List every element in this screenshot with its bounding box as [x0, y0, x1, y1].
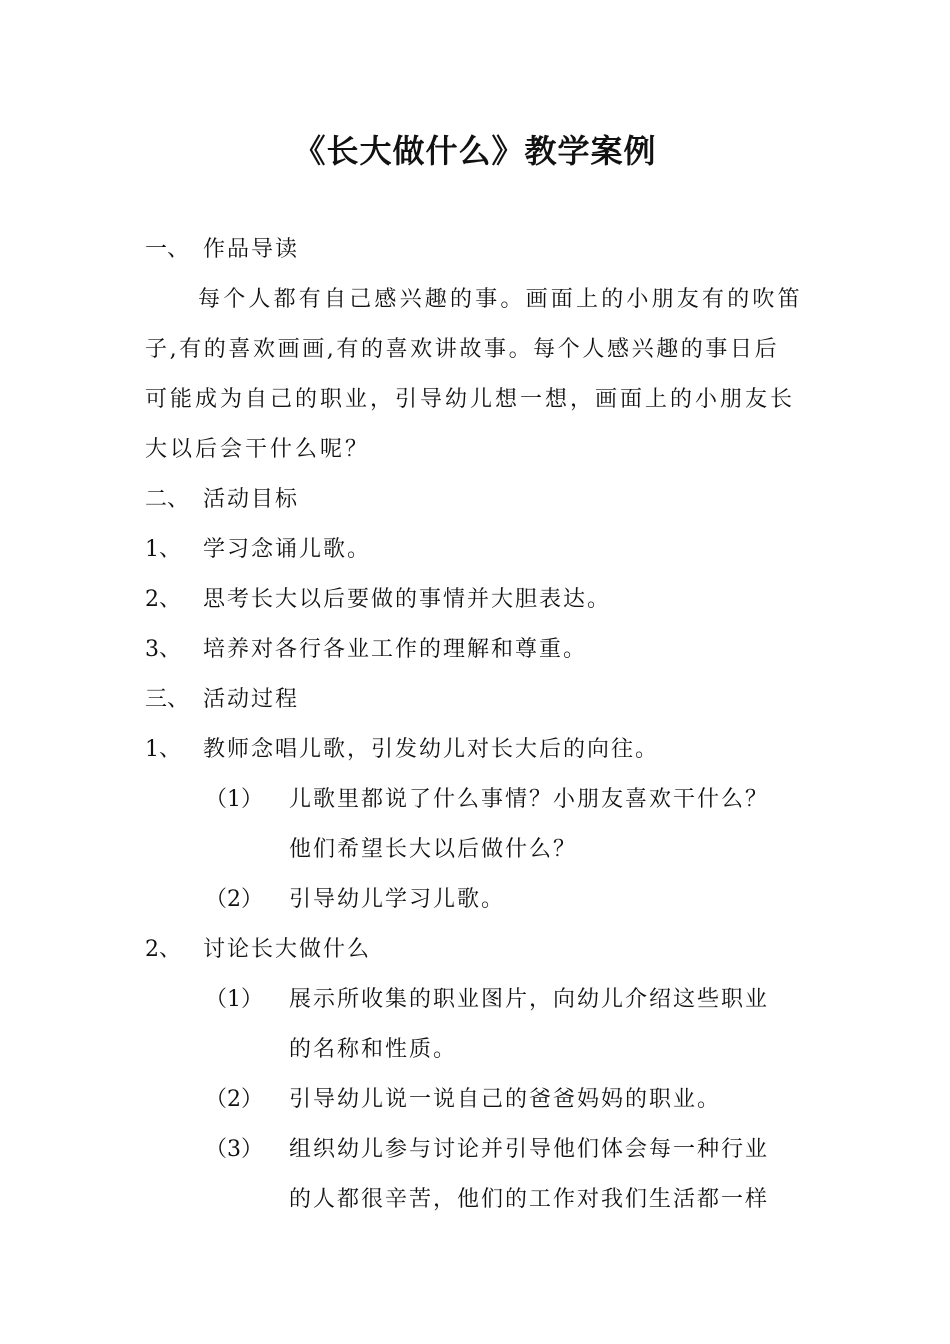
- sub-item-number: （2）: [205, 887, 263, 912]
- sub-item-line: 组织幼儿参与讨论并引导他们体会每一种行业: [289, 1137, 770, 1162]
- section-number: 二、: [145, 487, 190, 512]
- intro-line: 每个人都有自己感兴趣的事。画面上的小朋友有的吹笛: [198, 287, 803, 312]
- sub-item-number: （1）: [205, 787, 263, 812]
- process-text: 教师念唱儿歌，引发幼儿对长大后的向往。: [203, 737, 660, 762]
- sub-item-line: 引导幼儿说一说自己的爸爸妈妈的职业。: [289, 1087, 722, 1112]
- section-heading: 活动目标: [203, 487, 300, 512]
- sub-item-number: （1）: [205, 987, 263, 1012]
- sub-item-number: （2）: [205, 1087, 263, 1112]
- intro-line: 子,有的喜欢画画,有的喜欢讲故事。每个人感兴趣的事日后: [145, 337, 780, 362]
- sub-item-line: 他们希望长大以后做什么？: [289, 837, 578, 862]
- process-number: 1、: [145, 737, 181, 762]
- process-text: 讨论长大做什么: [203, 937, 372, 962]
- goal-number: 3、: [145, 637, 181, 662]
- intro-line: 大以后会干什么呢？: [145, 437, 371, 462]
- goal-text: 学习念诵儿歌。: [203, 537, 372, 562]
- goal-text: 思考长大以后要做的事情并大胆表达。: [203, 587, 612, 612]
- goal-number: 2、: [145, 587, 181, 612]
- section-heading: 活动过程: [203, 687, 300, 712]
- sub-item-line: 儿歌里都说了什么事情？小朋友喜欢干什么？: [289, 787, 770, 812]
- section-heading: 作品导读: [203, 237, 300, 262]
- page-title: 《长大做什么》教学案例: [293, 132, 657, 170]
- goal-number: 1、: [145, 537, 181, 562]
- sub-item-line: 引导幼儿学习儿歌。: [289, 887, 506, 912]
- sub-item-line: 的人都很辛苦，他们的工作对我们生活都一样: [289, 1187, 770, 1212]
- section-number: 一、: [145, 237, 190, 262]
- sub-item-number: （3）: [205, 1137, 263, 1162]
- goal-text: 培养对各行各业工作的理解和尊重。: [203, 637, 588, 662]
- process-number: 2、: [145, 937, 181, 962]
- section-number: 三、: [145, 687, 190, 712]
- sub-item-line: 展示所收集的职业图片，向幼儿介绍这些职业: [289, 987, 770, 1012]
- intro-line: 可能成为自己的职业，引导幼儿想一想，画面上的小朋友长: [145, 387, 796, 412]
- sub-item-line: 的名称和性质。: [289, 1037, 458, 1062]
